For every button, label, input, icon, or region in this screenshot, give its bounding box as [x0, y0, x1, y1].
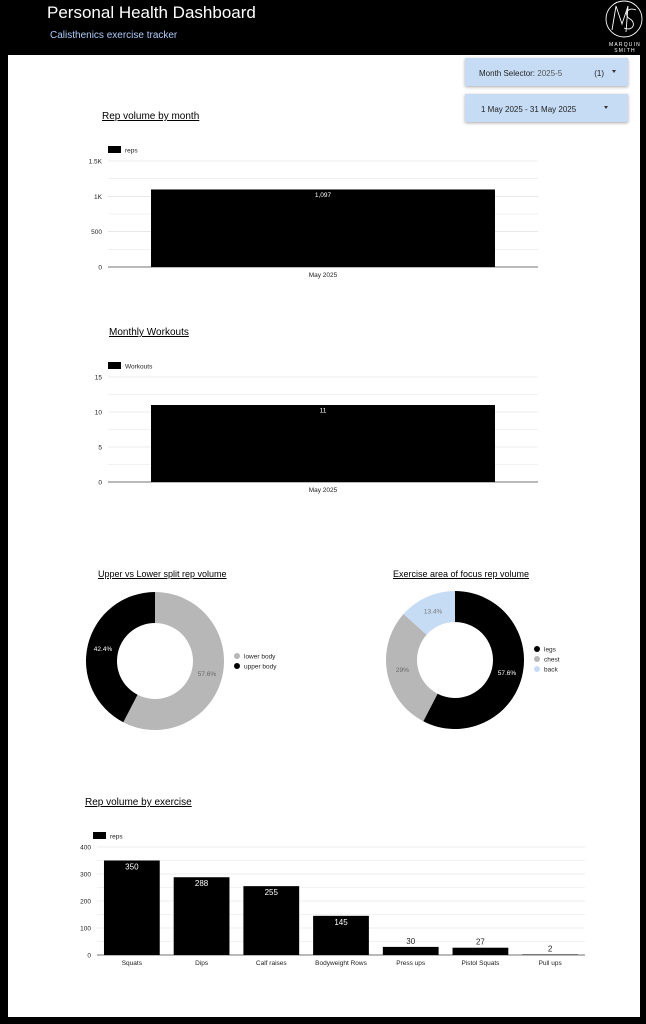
date-range-label: 1 May 2025 - 31 May 2025 — [481, 105, 577, 114]
legend-dot — [534, 666, 540, 672]
data-label: 30 — [406, 936, 416, 946]
legend-dot — [234, 653, 240, 659]
chart-title-upper-lower: Upper vs Lower split rep volume — [98, 569, 227, 579]
chart-title-area-focus: Exercise area of focus rep volume — [393, 569, 530, 579]
data-label: 145 — [334, 917, 348, 927]
chart-monthly-workouts — [82, 356, 552, 501]
bar — [453, 948, 509, 955]
y-tick-label: 0 — [98, 264, 102, 272]
y-tick-label: 500 — [91, 229, 102, 237]
bar — [151, 405, 495, 482]
bar — [174, 877, 230, 955]
x-tick-label: Pull ups — [538, 960, 562, 967]
date-range-picker[interactable] — [465, 94, 628, 122]
legend-label: reps — [110, 833, 123, 841]
data-label: 255 — [264, 888, 278, 898]
x-tick-label: Bodyweight Rows — [315, 960, 367, 967]
legend-label: legs — [544, 646, 556, 654]
data-label: 11 — [319, 407, 327, 415]
y-tick-label: 200 — [80, 898, 91, 906]
data-label: 1,097 — [314, 191, 332, 199]
x-tick-label: Squats — [121, 960, 142, 967]
y-tick-label: 400 — [80, 844, 91, 852]
y-tick-label: 10 — [94, 409, 102, 417]
y-tick-label: 0 — [87, 952, 91, 960]
brand-logo-text — [604, 42, 646, 54]
y-tick-label: 300 — [80, 871, 91, 879]
x-tick-label: Pistol Squats — [461, 960, 500, 967]
chevron-down-icon — [612, 70, 616, 73]
chart-rep-volume-by-month — [82, 140, 552, 285]
legend-label: reps — [125, 147, 138, 155]
logo-line-1: MARQUIN — [608, 42, 641, 48]
x-tick-label: May 2025 — [308, 272, 338, 279]
page-title: Personal Health Dashboard — [47, 3, 256, 22]
chart-area-of-focus — [380, 585, 590, 740]
month-selector-value: 2025-5 — [537, 69, 563, 78]
slice-label: 42.4% — [93, 645, 113, 653]
x-tick-label: Calf raises — [255, 960, 287, 967]
slice-label: 29% — [395, 667, 409, 675]
y-tick-label: 1.5K — [88, 158, 102, 166]
month-selector-count: (1) — [594, 69, 604, 78]
logo-line-2: SMITH — [614, 48, 636, 54]
y-tick-label: 5 — [98, 444, 102, 452]
legend-dot — [234, 663, 240, 669]
chart-upper-lower-split — [80, 585, 290, 740]
y-tick-label: 1K — [94, 193, 102, 201]
chevron-down-icon — [604, 106, 608, 109]
legend-label: back — [544, 666, 558, 674]
legend-dot — [534, 646, 540, 652]
chart-title-rep-volume-month: Rep volume by month — [102, 111, 200, 122]
chart-title-rep-by-exercise: Rep volume by exercise — [85, 797, 192, 808]
x-tick-label: Dips — [195, 960, 209, 967]
y-tick-label: 100 — [80, 925, 91, 933]
legend-label: lower body — [244, 653, 276, 661]
bar — [151, 189, 495, 267]
legend-label: upper body — [244, 663, 277, 671]
bar — [104, 861, 160, 956]
slice-label: 57.6% — [197, 671, 217, 679]
legend-label: chest — [544, 656, 560, 664]
bar — [383, 947, 439, 955]
x-tick-label: Press ups — [396, 960, 426, 967]
slice-label: 57.6% — [497, 670, 517, 678]
data-label: 2 — [547, 944, 553, 954]
legend-dot — [534, 656, 540, 662]
chart-title-monthly-workouts: Monthly Workouts — [109, 327, 189, 338]
legend-swatch — [93, 832, 106, 839]
chart-rep-volume-by-exercise — [70, 825, 600, 975]
data-label: 27 — [475, 937, 485, 947]
y-tick-label: 0 — [98, 479, 102, 487]
month-selector-dropdown[interactable] — [465, 58, 628, 86]
data-label: 288 — [194, 879, 209, 889]
legend-label: Workouts — [125, 363, 153, 371]
y-tick-label: 15 — [94, 374, 102, 382]
bar — [522, 954, 578, 955]
legend-swatch — [108, 362, 121, 369]
legend-swatch — [108, 146, 121, 153]
page-subtitle: Calisthenics exercise tracker — [50, 30, 178, 41]
data-label: 350 — [125, 862, 139, 872]
slice-label: 13.4% — [423, 608, 443, 616]
x-tick-label: May 2025 — [308, 487, 338, 494]
month-selector-label: Month Selector: 2025-5 — [479, 69, 563, 78]
